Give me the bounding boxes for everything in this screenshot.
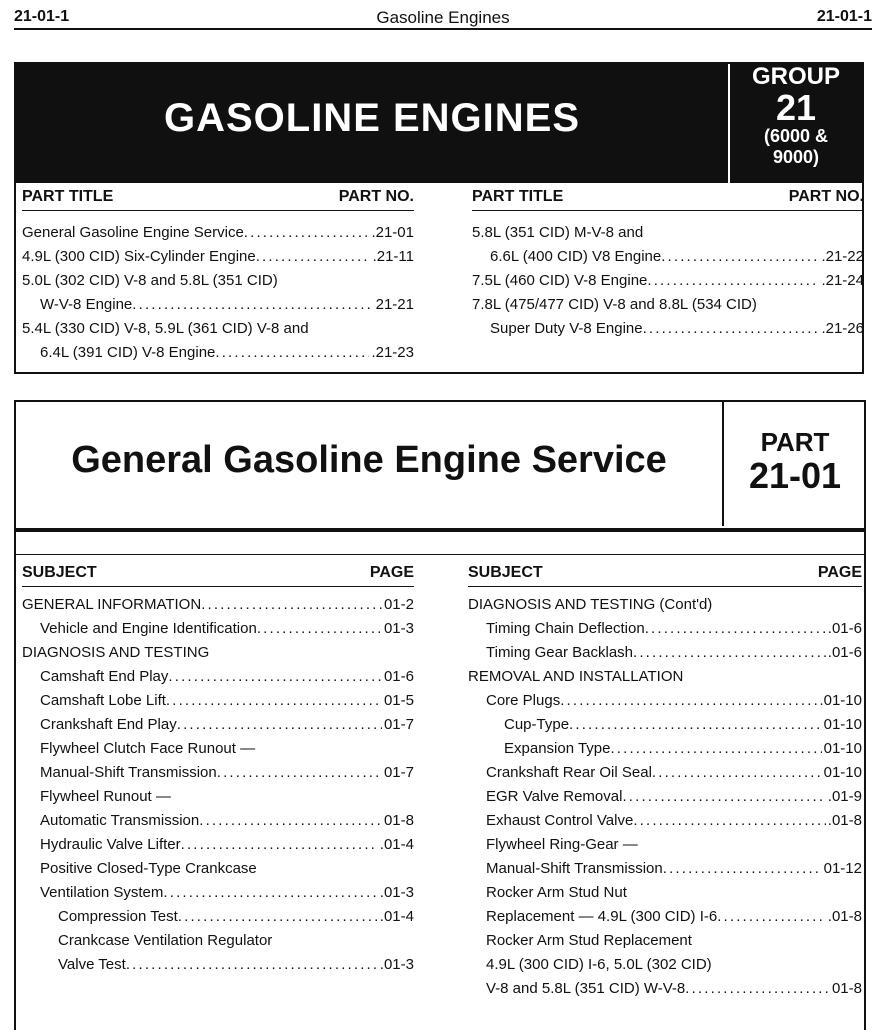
entry-number: 01-8	[383, 812, 414, 829]
leader-dots	[163, 881, 377, 905]
index-entry	[468, 953, 862, 977]
entry-title: Timing Gear Backlash	[486, 644, 633, 661]
entry-title: 7.8L (475/477 CID) V-8 and 8.8L (534 CID)	[472, 296, 757, 313]
index-entry	[468, 737, 862, 761]
entry-number: .01-6	[827, 620, 862, 637]
index-entry	[22, 833, 414, 857]
subject-column-header	[468, 562, 862, 587]
index-entry	[22, 953, 414, 977]
entry-title: Crankcase Ventilation Regulator	[58, 932, 273, 949]
leader-dots	[685, 977, 830, 1001]
entry-title: Flywheel Clutch Face Runout —	[40, 740, 256, 757]
subject-header: SUBJECT	[468, 564, 543, 581]
entry-number: 01-10	[823, 740, 862, 757]
index-entry	[468, 593, 862, 617]
index-entry	[22, 221, 414, 245]
index-entry	[468, 929, 862, 953]
part-title: General Gasoline Engine Service	[71, 439, 667, 481]
leader-dots	[199, 809, 382, 833]
leader-dots	[663, 857, 822, 881]
leader-dots	[126, 953, 378, 977]
group-range-line-2: 9000)	[772, 147, 820, 167]
part-label: PART	[760, 427, 830, 457]
page-number-left: 21-01-1	[14, 8, 70, 25]
part-divider	[722, 402, 724, 526]
entry-title: W-V-8 Engine	[40, 296, 133, 313]
index-entry	[22, 713, 414, 737]
index-entry	[468, 809, 862, 833]
entry-title: 4.9L (300 CID) I-6, 5.0L (302 CID)	[486, 956, 712, 973]
entry-number: .21-11	[372, 248, 414, 265]
part-number-cell	[728, 428, 862, 496]
index-entry	[22, 809, 414, 833]
group-number: 21	[775, 87, 817, 128]
parts-list-left	[22, 211, 414, 365]
part-title-header: PART TITLE	[472, 188, 564, 205]
entry-number: .01-9	[827, 788, 862, 805]
leader-dots	[569, 713, 822, 737]
leader-dots	[633, 809, 825, 833]
part-title-box	[14, 400, 866, 530]
index-entry	[22, 905, 414, 929]
group-range-line-1: (6000 &	[763, 126, 829, 146]
part-number: 21-01	[748, 455, 842, 496]
entry-number: .21-01	[371, 224, 414, 241]
entry-number: 01-10	[823, 764, 862, 781]
group-title: GASOLINE ENGINES	[163, 96, 581, 140]
page-header-label: PAGE	[369, 564, 414, 581]
index-entry	[468, 617, 862, 641]
entry-number: .01-10	[819, 692, 862, 709]
leader-dots	[256, 245, 371, 269]
subject-top-rule	[16, 554, 864, 555]
entry-title: Manual-Shift Transmission	[486, 860, 663, 877]
entry-title: Camshaft End Play	[40, 668, 169, 685]
group-label: GROUP	[751, 63, 840, 90]
leader-dots	[560, 689, 817, 713]
leader-dots	[166, 689, 382, 713]
index-entry	[468, 977, 862, 1001]
entry-number: 01-7	[383, 764, 414, 781]
entry-number: 01-5	[383, 692, 414, 709]
leader-dots	[168, 665, 382, 689]
entry-number: .01-3	[379, 884, 414, 901]
index-entry	[468, 857, 862, 881]
index-entry	[468, 713, 862, 737]
parts-column-header	[472, 186, 864, 211]
leader-dots	[132, 293, 373, 317]
index-entry	[472, 293, 864, 317]
index-entry	[472, 317, 864, 341]
entry-number: 01-3	[383, 620, 414, 637]
part-number-header: PART NO.	[338, 188, 414, 205]
entry-title: General Gasoline Engine Service	[22, 224, 244, 241]
subject-list-right	[468, 587, 862, 1001]
index-entry	[22, 641, 414, 665]
leader-dots	[643, 317, 820, 341]
entry-number: 01-6	[383, 668, 414, 685]
entry-title: EGR Valve Removal	[486, 788, 623, 805]
entry-number: .21-22	[821, 248, 864, 265]
index-entry	[22, 665, 414, 689]
index-entry	[472, 245, 864, 269]
leader-dots	[217, 761, 382, 785]
index-entry	[472, 269, 864, 293]
index-entry	[468, 833, 862, 857]
index-entry	[22, 689, 414, 713]
entry-title: Crankshaft Rear Oil Seal	[486, 764, 652, 781]
entry-title: Manual-Shift Transmission	[40, 764, 217, 781]
part-number-header: PART NO.	[788, 188, 864, 205]
group-contents-box	[14, 62, 864, 374]
leader-dots	[622, 785, 825, 809]
entry-title: Super Duty V-8 Engine	[490, 320, 643, 337]
entry-title: 6.6L (400 CID) V8 Engine	[490, 248, 662, 265]
leader-dots	[257, 617, 382, 641]
leader-dots	[177, 713, 382, 737]
entry-title: 5.4L (330 CID) V-8, 5.9L (361 CID) V-8 and	[22, 320, 309, 337]
entry-number: .01-3	[379, 956, 414, 973]
entry-title: Hydraulic Valve Lifter	[40, 836, 181, 853]
index-entry	[22, 245, 414, 269]
index-entry	[468, 905, 862, 929]
entry-title: Positive Closed-Type Crankcase	[40, 860, 257, 877]
subject-header: SUBJECT	[22, 564, 97, 581]
index-entry	[468, 761, 862, 785]
leader-dots	[717, 905, 826, 929]
index-entry	[468, 689, 862, 713]
entry-title: Valve Test	[58, 956, 126, 973]
leader-dots	[215, 341, 369, 365]
running-title: Gasoline Engines	[376, 8, 510, 27]
entry-title: V-8 and 5.8L (351 CID) W-V-8	[486, 980, 686, 997]
entry-title: Rocker Arm Stud Replacement	[486, 932, 692, 949]
entry-title: DIAGNOSIS AND TESTING	[22, 644, 210, 661]
leader-dots	[645, 617, 826, 641]
entry-number: 01-12	[823, 860, 862, 877]
entry-title: Vehicle and Engine Identification	[40, 620, 257, 637]
index-entry	[468, 665, 862, 689]
index-entry	[22, 785, 414, 809]
entry-number: 01-8	[831, 980, 862, 997]
parts-column-left	[22, 186, 414, 365]
subject-column-left	[22, 562, 414, 977]
entry-number: .01-4	[379, 908, 414, 925]
parts-column-header	[22, 186, 414, 211]
index-entry	[22, 761, 414, 785]
subject-column-right	[468, 562, 862, 1001]
page-number-right: 21-01-1	[816, 8, 872, 25]
entry-title: Automatic Transmission	[40, 812, 200, 829]
leader-dots	[181, 833, 378, 857]
index-entry	[22, 293, 414, 317]
entry-number: .01-4	[379, 836, 414, 853]
entry-title: 5.8L (351 CID) M-V-8 and	[472, 224, 644, 241]
index-entry	[468, 641, 862, 665]
entry-number: .01-8	[827, 812, 862, 829]
leader-dots	[201, 593, 382, 617]
entry-title: Core Plugs	[486, 692, 561, 709]
entry-number: .21-23	[371, 344, 414, 361]
entry-title: Cup-Type	[504, 716, 570, 733]
index-entry	[22, 737, 414, 761]
entry-title: Camshaft Lobe Lift	[40, 692, 166, 709]
entry-title: Expansion Type	[504, 740, 611, 757]
entry-number: 01-10	[823, 716, 862, 733]
index-entry	[468, 881, 862, 905]
entry-title: GENERAL INFORMATION	[22, 596, 202, 613]
entry-title: Rocker Arm Stud Nut	[486, 884, 627, 901]
subject-index-box	[14, 530, 866, 1030]
entry-number: 21-21	[375, 296, 414, 313]
page-header	[14, 6, 872, 30]
entry-number: 01-7	[383, 716, 414, 733]
entry-title: Ventilation System	[40, 884, 164, 901]
entry-title: 6.4L (391 CID) V-8 Engine	[40, 344, 216, 361]
subject-column-header	[22, 562, 414, 587]
index-entry	[22, 881, 414, 905]
entry-number: .01-8	[827, 908, 862, 925]
page-header-label: PAGE	[817, 564, 862, 581]
entry-number: 01-2	[383, 596, 414, 613]
leader-dots	[661, 245, 819, 269]
index-entry	[22, 929, 414, 953]
index-entry	[22, 593, 414, 617]
index-entry	[22, 341, 414, 365]
leader-dots	[633, 641, 826, 665]
subject-list-left	[22, 587, 414, 977]
index-entry	[22, 857, 414, 881]
leader-dots	[244, 221, 370, 245]
index-entry	[468, 785, 862, 809]
index-entry	[22, 617, 414, 641]
parts-list-right	[472, 211, 864, 341]
leader-dots	[610, 737, 821, 761]
leader-dots	[647, 269, 819, 293]
entry-title: Timing Chain Deflection	[486, 620, 645, 637]
entry-title: REMOVAL AND INSTALLATION	[468, 668, 684, 685]
index-entry	[472, 221, 864, 245]
part-title-header: PART TITLE	[22, 188, 114, 205]
entry-title: Compression Test	[58, 908, 178, 925]
entry-title: 4.9L (300 CID) Six-Cylinder Engine	[22, 248, 256, 265]
entry-title: DIAGNOSIS AND TESTING (Cont'd)	[468, 596, 713, 613]
entry-title: Flywheel Ring-Gear —	[486, 836, 638, 853]
entry-title: Replacement — 4.9L (300 CID) I-6	[486, 908, 718, 925]
group-number-cell	[730, 64, 862, 183]
group-title-banner	[16, 64, 728, 183]
leader-dots	[652, 761, 822, 785]
entry-number: .21-26	[821, 320, 864, 337]
entry-title: Flywheel Runout —	[40, 788, 171, 805]
entry-number: .21-24	[821, 272, 864, 289]
entry-title: Exhaust Control Valve	[486, 812, 634, 829]
leader-dots	[178, 905, 378, 929]
index-entry	[22, 317, 414, 341]
index-entry	[22, 269, 414, 293]
parts-column-right	[472, 186, 864, 341]
entry-title: Crankshaft End Play	[40, 716, 177, 733]
entry-number: .01-6	[827, 644, 862, 661]
entry-title: 5.0L (302 CID) V-8 and 5.8L (351 CID)	[22, 272, 278, 289]
entry-title: 7.5L (460 CID) V-8 Engine	[472, 272, 648, 289]
